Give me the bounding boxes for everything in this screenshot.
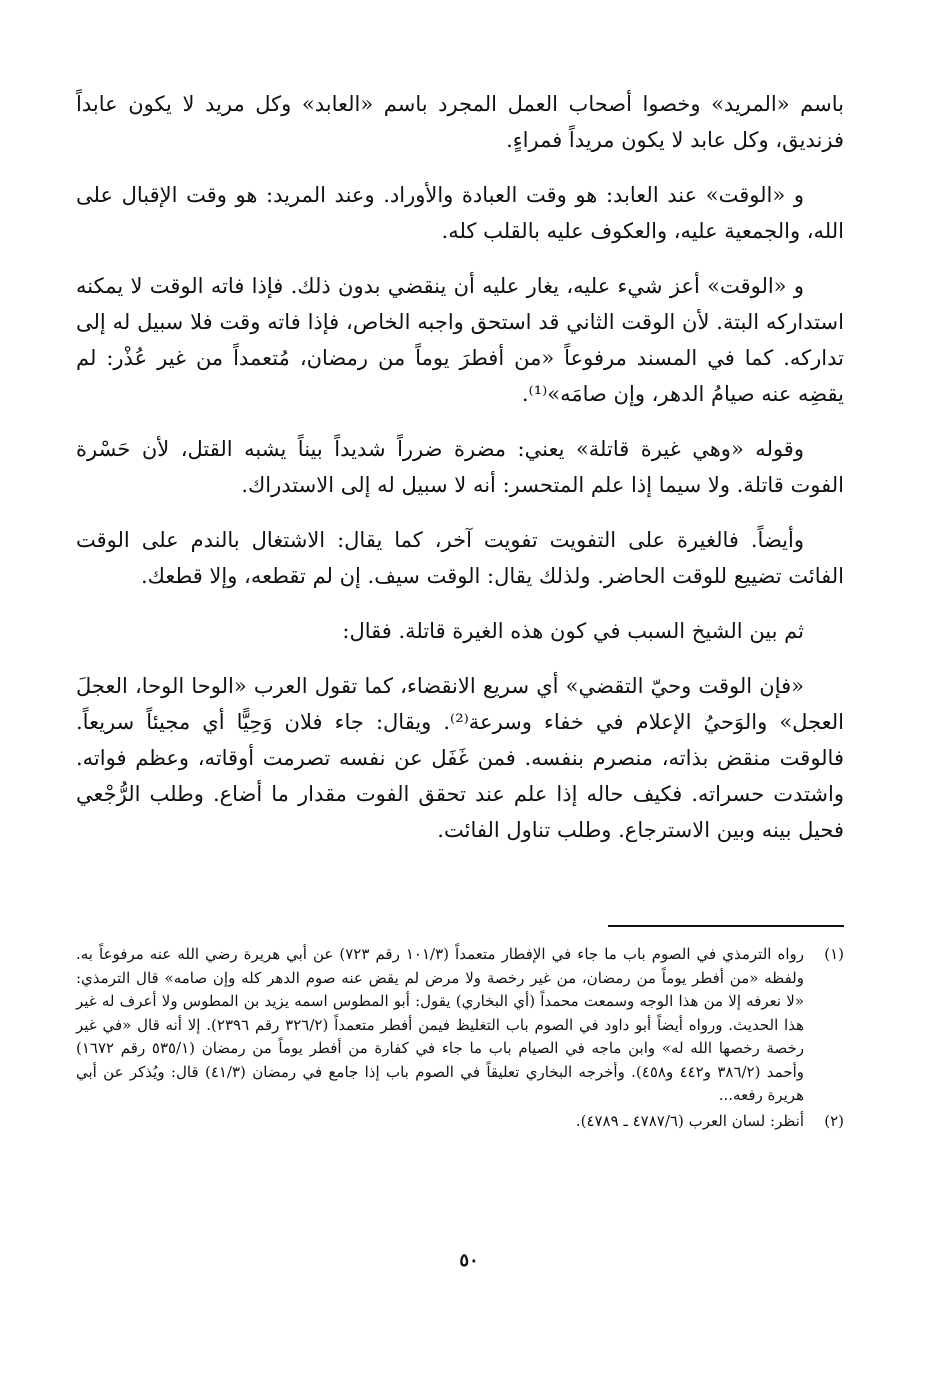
paragraph-1: باسم «المريد» وخصوا أصحاب العمل المجرد باسم «العابد» وكل مريد لا يكون عابداً فزنديق، وكل عابد لا يكون مريداً فمراءٍ. xyxy=(76,92,844,152)
paragraph-5: وأيضاً. فالغيرة على التفويت تفويت آخر، كما يقال: الاشتغال بالندم على الوقت الفائت تضييع للوقت الحاضر. ولذلك يقال: الوقت سيف. إن لم تقطعه، وإلا قطعك. xyxy=(76,528,844,588)
footnote-number: (١) xyxy=(824,945,844,963)
paragraph-3: و «الوقت» أعز شيء عليه، يغار عليه أن ينقضي بدون ذلك. فإذا فاته الوقت لا يمكنه استداركه البتة. لأن الوقت الثاني قد استحق واجبه الخاص، فإذا فاته وقت فلا سبيل له إلى تداركه. كما في المسند مرفوعاً «من أفطرَ يوماً من رمضان، مُتعمداً من غير عُذْر: لم يقضِه عنه صيامُ الدهر، وإن صامَه»⁽¹⁾. xyxy=(76,274,844,406)
footnotes xyxy=(76,943,844,1135)
footnote-number: (٢) xyxy=(824,1111,844,1130)
paragraph-2: و «الوقت» عند العابد: هو وقت العبادة والأوراد. وعند المريد: هو وقت الإقبال على الله، والجمعية عليه، والعكوف عليه بالقلب كله. xyxy=(76,183,844,243)
paragraph-7: «فإن الوقت وحيّ التقضي» أي سريع الانقضاء، كما تقول العرب «الوحا الوحا، العجلَ العجل» والوَحيُ الإعلام في خفاء وسرعة⁽²⁾. ويقال: جاء فلان وَحِيًّا أي مجيئاً سريعاً. فالوقت منقض بذاته، منصرم بنفسه. فمن غَفَل عن نفسه تصرمت أوقاته، وعظم فواته. واشتدت حسراته. فكيف حاله إذا علم عند تحقق الفوت مقدار ما أضاع. وطلب الرُّجْعي فحيل بينه وبين الاسترجاع. وطلب تناول الفائت. xyxy=(76,674,844,842)
footnote-2 xyxy=(76,1110,844,1134)
paragraph-6: ثم بين الشيخ السبب في كون هذه الغيرة قاتلة. فقال: xyxy=(342,619,804,643)
footnote-separator xyxy=(608,925,844,927)
paragraph-4: وقوله «وهي غيرة قاتلة» يعني: مضرة ضرراً شديداً بيناً يشبه القتل، لأن حَسْرة الفوت قاتلة. ولا سيما إذا علم المتحسر: أنه لا سبيل له إلى الاستدراك. xyxy=(76,437,844,497)
footnote-text: رواه الترمذي في الصوم باب ما جاء في الإفطار متعمداً (١٠١/٣ رقم ٧٢٣) عن أبي هريرة رضي الله عنه مرفوعاً به. ولفظه «من أفطر يوماً من رمضان، من غير رخصة ولا مرض لم يقض عنه صوم الدهر كله وإن صامه» قال الترمذي: «لا نعرفه إلا من هذا الوجه وسمعت محمداً (أي البخاري) يقول: أبو المطوس اسمه يزيد بن المطوس ولا أعرف له غير هذا الحديث. ورواه أيضاً أبو داود في الصوم باب التغليظ فيمن أفطر متعمداً (٣٢٦/٢ رقم ٢٣٩٦). إلا أنه قال «في غير رخصة رخصها الله له» وابن ماجه في الصيام باب ما جاء في كفارة من أفطر يوماً من رمضان (٥٣٥/١ رقم ١٦٧٢) وأحمد (٣٨٦/٢ و٤٤٢ و٤٥٨). وأخرجه البخاري تعليقاً في الصوم باب إذا جامع في رمضان (٤١/٣) قال: ويُذكر عن أبي هريرة رفعه... xyxy=(76,945,805,1104)
main-text xyxy=(76,86,844,867)
footnote-text: أنظر: لسان العرب (٤٧٨٧/٦ ـ ٤٧٨٩). xyxy=(575,1111,804,1130)
page-number: ٥٠ xyxy=(459,1250,479,1271)
footnote-1 xyxy=(76,943,844,1108)
